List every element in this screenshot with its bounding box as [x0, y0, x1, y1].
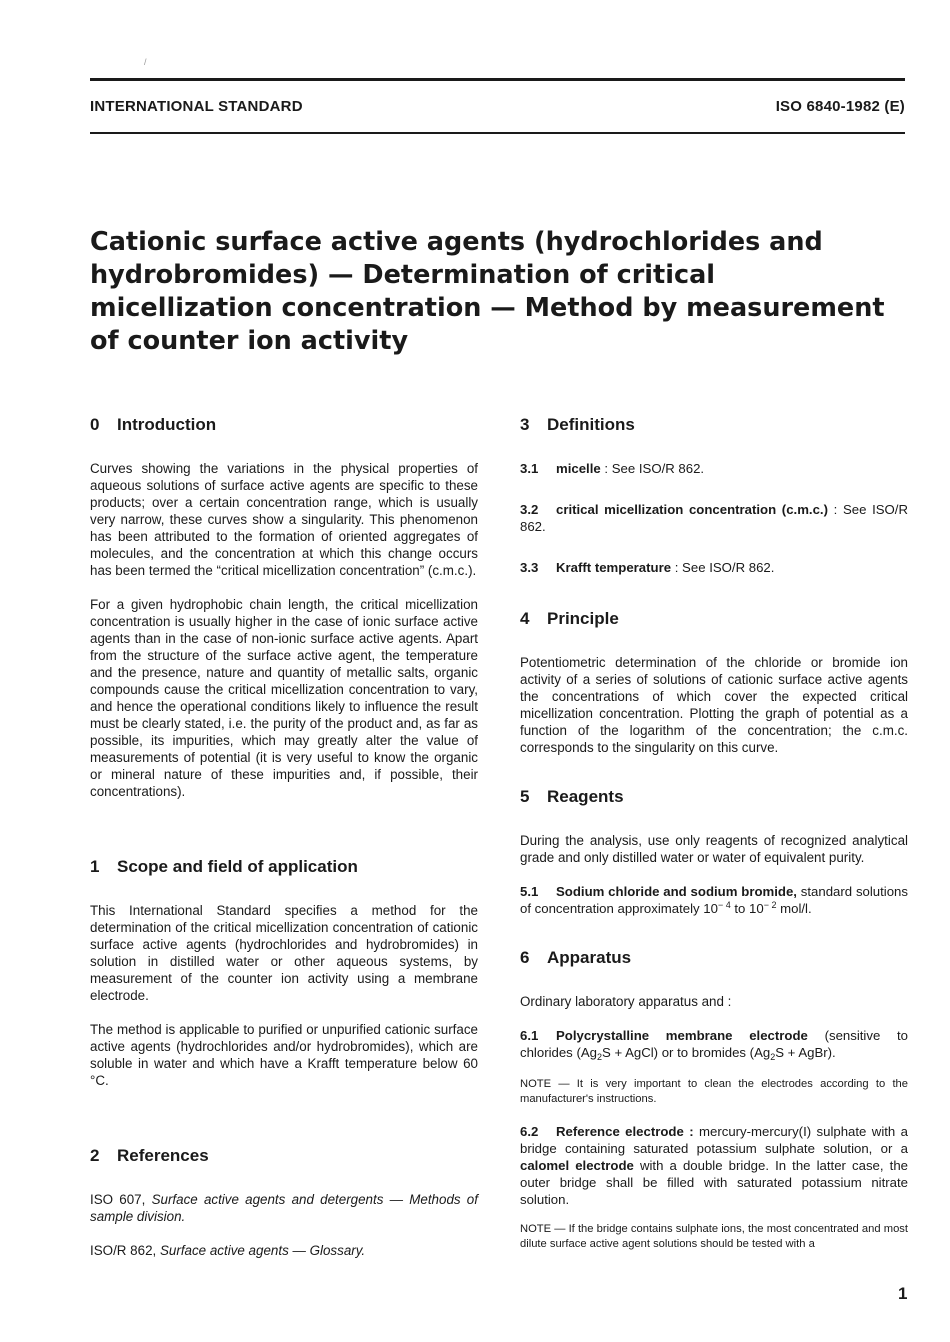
- header-left: INTERNATIONAL STANDARD: [90, 98, 303, 115]
- section-5-heading: 5 Reagents: [520, 787, 624, 806]
- section-1-paragraph-2: The method is applicable to purified or unpurified cationic surface active agents (hydrochlorides and/or hydrobromides), which are soluble in water and which have a Krafft temperature below 60 °C.: [90, 1022, 478, 1088]
- scan-speck: /: [144, 57, 147, 67]
- section-1-heading: 1 Scope and field of application: [90, 857, 358, 876]
- note-6-2: NOTE — If the bridge contains sulphate ions, the most concentrated and most dilute surface active agent solutions should be tested with a: [520, 1223, 908, 1250]
- section-3-heading: 3 Definitions: [520, 415, 635, 434]
- page-number: 1: [898, 1284, 908, 1303]
- right-column: [520, 414, 908, 1252]
- left-column: [90, 414, 478, 1259]
- note-6-1: NOTE — It is very important to clean the electrodes according to the manufacturer's instructions.: [520, 1078, 908, 1105]
- section-5-paragraph: During the analysis, use only reagents of recognized analytical grade and only distilled water or water of equivalent purity.: [520, 833, 908, 865]
- clause-3-1: 3.1 micelle : See ISO/R 862.: [520, 461, 705, 476]
- section-1-paragraph-1: This International Standard specifies a method for the determination of the critical micellization concentration of cationic surface active agents (hydrochlorides and hydrobromides) in solution in distilled water or other aqueous systems, by measurement of the counter ion activity using a membrane electrode.: [90, 903, 478, 1003]
- clause-5-1: 5.1 Sodium chloride and sodium bromide, standard solutions of concentration approximately $10^{- 4}$ to $10^{- 2}$ mol/l.: [520, 884, 908, 916]
- header-rule: [90, 132, 905, 134]
- clause-6-1: 6.1 Polycrystalline membrane electrode (sensitive to chlorides ($Ag_2S$ + AgCl) or to bromides ($Ag_2S$ + AgBr).: [520, 1028, 908, 1062]
- reference-iso-607: ISO 607, Surface active agents and detergents — Methods of sample division.: [90, 1192, 478, 1224]
- section-2-heading: 2 References: [90, 1146, 209, 1165]
- reference-iso-r-862: ISO/R 862, Surface active agents — Glossary.: [90, 1243, 366, 1258]
- section-0-heading: 0 Introduction: [90, 415, 217, 434]
- clause-6-2: 6.2 Reference electrode : mercury-mercury(I) sulphate with a bridge containing saturated potassium sulphate solution, or a calomel electrode with a double bridge. In the latter case, the outer bridge shall be filled with saturated potassium nitrate solution.: [520, 1124, 908, 1207]
- section-4-paragraph: Potentiometric determination of the chloride or bromide ion activity of a series of solutions of cationic surface active agents the concentrations of which cover the expected critical micellization concentration. Plotting the graph of potential as a function of the logarithm of the concentration; the c.m.c. corresponds to the singularity on this curve.: [520, 655, 908, 755]
- section-0-paragraph-2: For a given hydrophobic chain length, the critical micellization concentration is usually higher in the case of ionic surface active agents than in the case of non-ionic surface active agents. Apart from the structure of the surface active agent, the temperature and the presence, nature and quantity of metallic salts, organic compounds cause the critical micellization concentration to vary, and hence the operational conditions likely to influence the result must be clearly stated, i.e. the purity of the product and, as far as possible, its impurities, which may greatly alter the value of measurements of potential (it is very useful to know the organic or mineral nature of these impurities and, if possible, their concentrations).: [90, 597, 478, 799]
- section-6-heading: 6 Apparatus: [520, 948, 632, 967]
- clause-3-2: 3.2 critical micellization concentration (c.m.c.) : See ISO/R 862.: [520, 502, 908, 534]
- header-right: ISO 6840-1982 (E): [775, 98, 905, 115]
- clause-3-3: 3.3 Krafft temperature : See ISO/R 862.: [520, 560, 775, 575]
- section-6-paragraph: Ordinary laboratory apparatus and :: [520, 994, 732, 1009]
- section-4-heading: 4 Principle: [520, 609, 619, 628]
- document-title: Cationic surface active agents (hydrochlorides and hydrobromides) — Determination of critical micellization concentration — Method by measurement of counter ion activity: [90, 227, 885, 356]
- top-rule: [90, 78, 905, 81]
- section-0-paragraph-1: Curves showing the variations in the physical properties of aqueous solutions of surface active agents are specific to these products; over a certain concentration range, which is usually very narrow, these curves show a singularity. This phenomenon has been attributed to the formation of oriented aggregates of molecules, and the concentration at which this change occurs has been termed the “critical micellization concentration” (c.m.c.).: [90, 461, 478, 578]
